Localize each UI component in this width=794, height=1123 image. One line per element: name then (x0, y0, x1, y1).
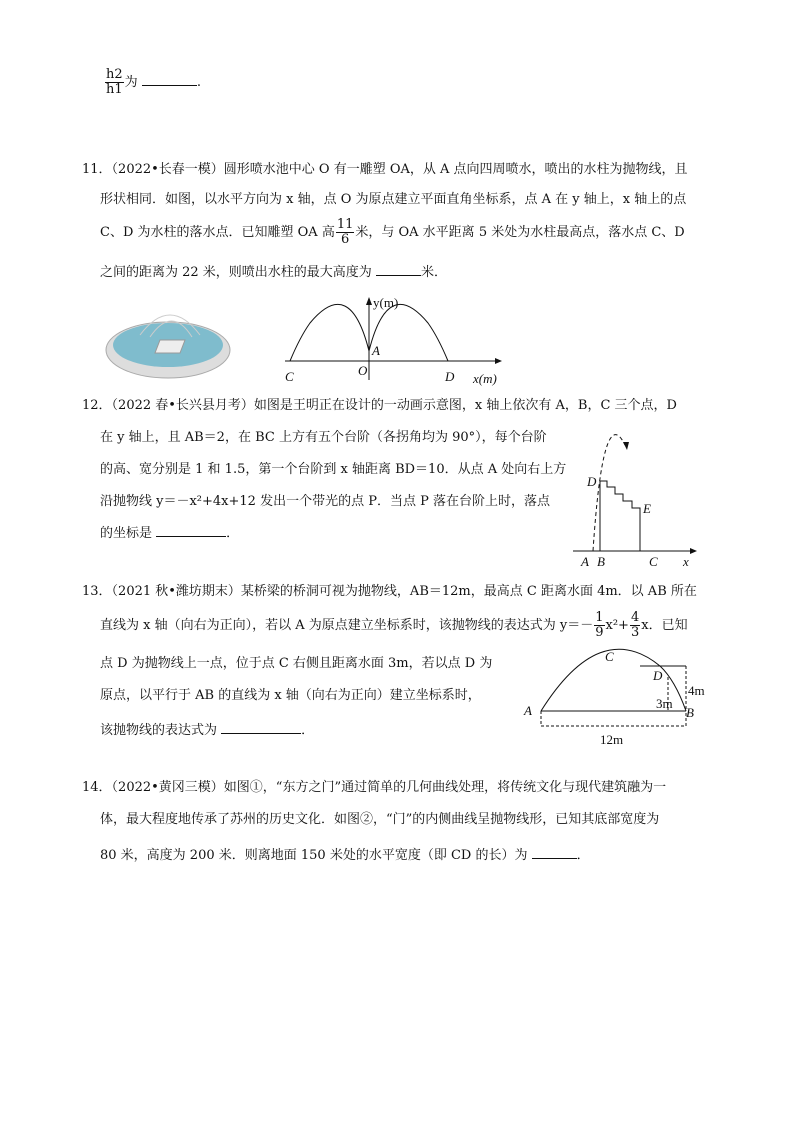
q13-line: 该抛物线的表达式为 ． (100, 723, 315, 738)
point-d: D (653, 668, 663, 683)
q13-line: 原点，以平行于 AB 的直线为 x 轴（向右为正向）建立坐标系时， (100, 688, 481, 703)
point-a: A (524, 703, 532, 718)
q12-line: 的高、宽分别是 1 和 1.5，第一个台阶到 x 轴距离 BD＝10．从点 A 处向右上方 (100, 462, 567, 477)
fountain-image (100, 295, 240, 385)
q11-line: 11．（2022•长春一模）圆形喷水池中心 O 有一雕塑 OA，从 A 点向四周喷水，喷出的水柱为抛物线，且 (82, 162, 688, 177)
q12-line: 沿抛物线 y＝－x²+4x+12 发出一个带光的点 P．当点 P 落在台阶上时，落点 (100, 494, 550, 509)
width-12m-label: 12m (600, 732, 624, 747)
answer-blank[interactable] (142, 73, 197, 86)
top-ratio-line: $\frac{h2}{h1}$ 为 . (106, 67, 201, 97)
q14-line: 80 米，高度为 200 米．则离地面 150 米处的水平宽度（即 CD 的长）为 ． (100, 848, 590, 863)
q11-diagram (280, 295, 510, 390)
height-4m-label: 4m (688, 683, 705, 698)
q11-line: 之间的距离为 22 米，则喷出水柱的最大高度为 米． (100, 265, 447, 280)
point-c: C (649, 554, 658, 569)
q13-line: 13．（2021 秋•潍坊期末）某桥梁的桥洞可视为抛物线，AB＝12m，最高点 C 距离水面 4m．以 AB 所在 (82, 584, 697, 599)
q14-line: 14．（2022•黄冈三模）如图①，“东方之门”通过简单的几何曲线处理，将传统文化与现代建筑融为一 (82, 780, 667, 795)
x-axis-label: x(m) (473, 371, 497, 386)
q11-line: C、D 为水柱的落水点．已知雕塑 OA 高 $\frac{11}{6}$ 米，与 OA 水平距离 5 米处为水柱最高点，落水点 C、D (100, 217, 685, 247)
point-o: O (358, 363, 368, 378)
q13-line: 直线为 x 轴（向右为正向），若以 A 为原点建立坐标系时，该抛物线的表达式为 y＝－ $\frac{1}{9}$ x²+ $\frac{4}{3}$ x．已知 (100, 610, 688, 640)
q12-line: 的坐标是 ． (100, 526, 240, 541)
point-c: C (285, 369, 294, 384)
answer-blank[interactable] (156, 524, 226, 537)
point-b: B (597, 554, 605, 569)
q13-line: 点 D 为抛物线上一点，位于点 C 右侧且距离水面 3m，若以点 D 为 (100, 656, 493, 671)
y-axis-label: y(m) (373, 295, 399, 310)
q12-line: 12．（2022 春•长兴县月考）如图是王明正在设计的一动画示意图，x 轴上依次有 A，B，C 三个点，D (82, 398, 677, 413)
q12-line: 在 y 轴上，且 AB＝2，在 BC 上方有五个台阶（各拐角均为 90°），每个台阶 (100, 430, 547, 445)
q12-diagram (565, 420, 705, 570)
point-b: B (686, 705, 694, 720)
point-a: A (372, 343, 380, 358)
answer-blank[interactable] (532, 846, 577, 859)
q13-diagram (520, 645, 720, 750)
point-d: D (587, 474, 597, 489)
fraction: $\frac{4}{3}$ (630, 610, 640, 640)
fraction: $\frac{11}{6}$ (336, 217, 354, 247)
q11-line: 形状相同．如图，以水平方向为 x 轴，点 O 为原点建立平面直角坐标系，点 A 在 y 轴上，x 轴上的点 (100, 192, 687, 207)
height-3m-label: 3m (656, 696, 673, 711)
x-axis-label: x (683, 554, 689, 569)
answer-blank[interactable] (221, 721, 301, 734)
point-d: D (445, 369, 455, 384)
point-c: C (605, 649, 614, 664)
answer-blank[interactable] (376, 263, 421, 276)
point-e: E (643, 501, 651, 516)
fraction: $\frac{h2}{h1}$ (106, 67, 123, 97)
q14-line: 体，最大程度地传承了苏州的历史文化．如图②，“门”的内侧曲线呈抛物线形，已知其底部宽度为 (100, 812, 660, 827)
fraction: $\frac{1}{9}$ (595, 610, 604, 640)
point-a: A (581, 554, 589, 569)
